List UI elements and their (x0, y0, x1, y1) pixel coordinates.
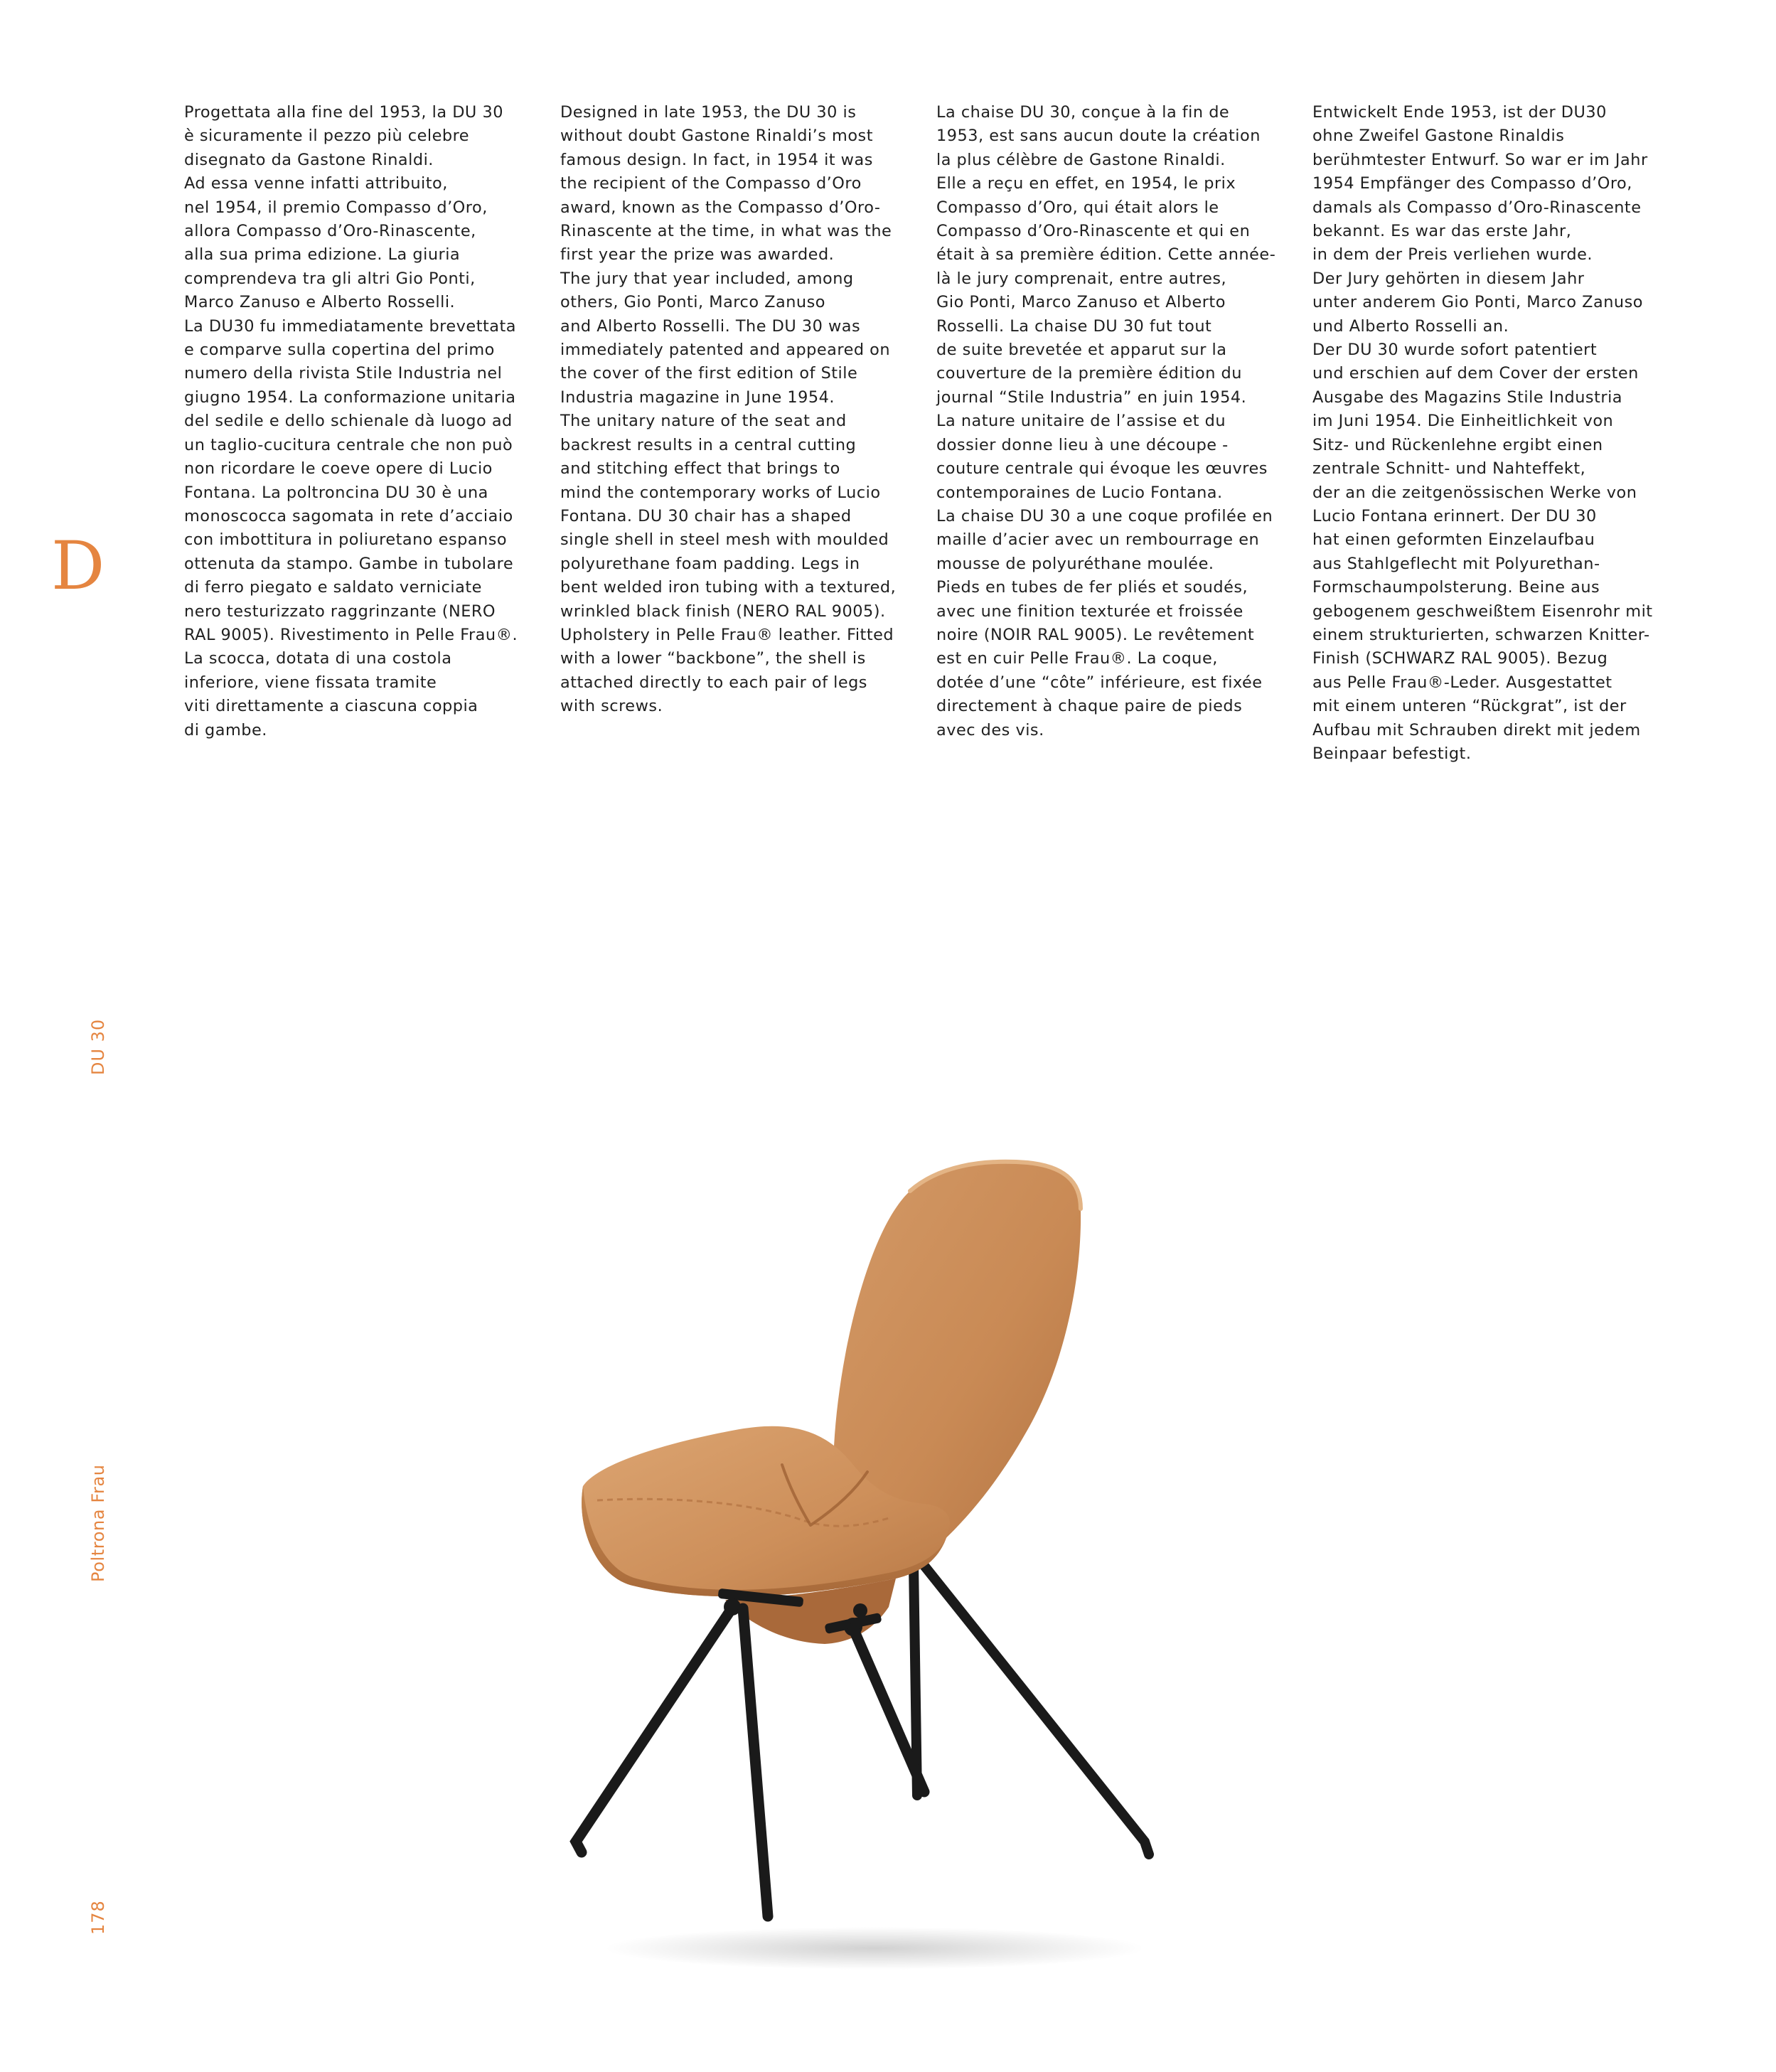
text-line: Upholstery in Pelle Frau® leather. Fitted (560, 625, 894, 644)
text-line: La chaise DU 30, conçue à la fin de (936, 103, 1230, 122)
text-line: famous design. In fact, in 1954 it was (560, 150, 873, 169)
text-line: single shell in steel mesh with moulded (560, 530, 889, 550)
text-line: Compasso d’Oro-Rinascente et qui en (936, 222, 1251, 241)
text-line: Ausgabe des Magazins Stile Industria (1312, 388, 1623, 407)
text-line: and stitching effect that brings to (560, 459, 840, 479)
text-line: là le jury comprenait, entre autres, (936, 269, 1227, 288)
text-line: Marco Zanuso e Alberto Rosselli. (184, 293, 456, 312)
brand-label: Poltrona Frau (88, 1464, 108, 1582)
text-line: bekannt. Es war das erste Jahr, (1312, 222, 1572, 241)
text-line: gebogenem geschweißtem Eisenrohr mit (1312, 602, 1653, 621)
text-line: zentrale Schnitt- und Nahteffekt, (1312, 459, 1586, 479)
text-line: and Alberto Rosselli. The DU 30 was (560, 316, 861, 336)
text-line: dotée d’une “côte” inférieure, est fixée (936, 673, 1263, 692)
text-line: directement à chaque paire de pieds (936, 697, 1243, 716)
chair-legs-front (576, 1606, 924, 1916)
text-line: Finish (SCHWARZ RAL 9005). Bezug (1312, 649, 1608, 668)
text-line: immediately patented and appeared on (560, 341, 891, 360)
text-line: im Juni 1954. Die Einheitlichkeit von (1312, 412, 1614, 431)
text-line: viti direttamente a ciascuna coppia (184, 697, 478, 716)
text-line: Formschaumpolsterung. Beine aus (1312, 578, 1600, 597)
text-line: wrinkled black finish (NERO RAL 9005). (560, 602, 886, 621)
text-line: giugno 1954. La conformazione unitaria (184, 388, 516, 407)
text-line: Compasso d’Oro, qui était alors le (936, 198, 1219, 217)
text-line: inferiore, viene fissata tramite (184, 673, 437, 692)
text-line: noire (NOIR RAL 9005). Le revêtement (936, 625, 1255, 644)
text-line: Sitz- und Rückenlehne ergibt einen (1312, 435, 1603, 454)
text-line: the recipient of the Compasso d’Oro (560, 174, 862, 193)
text-line: Aufbau mit Schrauben direkt mit jedem (1312, 720, 1641, 739)
text-line: un taglio-cucitura centrale che non può (184, 435, 513, 454)
text-line: Entwickelt Ende 1953, ist der DU30 (1312, 103, 1607, 122)
section-label: DU 30 (88, 1018, 108, 1075)
text-line: mind the contemporary works of Lucio (560, 483, 881, 502)
text-line: Beinpaar befestigt. (1312, 744, 1472, 763)
text-line: La DU30 fu immediatamente brevettata (184, 316, 516, 336)
text-line: Progettata alla fine del 1953, la DU 30 (184, 103, 503, 122)
text-line: ohne Zweifel Gastone Rinaldis (1312, 127, 1565, 146)
text-line: in dem der Preis verliehen wurde. (1312, 245, 1593, 265)
text-line: Rosselli. La chaise DU 30 fut tout (936, 316, 1212, 336)
text-line: allora Compasso d’Oro-Rinascente, (184, 222, 476, 241)
column-italian (184, 101, 543, 742)
text-line: berühmtester Entwurf. So war er im Jahr (1312, 150, 1648, 169)
text-line: del sedile e dello schienale dà luogo ad (184, 412, 513, 431)
chair-photo (555, 1131, 1194, 1984)
text-line: Ad essa venne infatti attribuito, (184, 174, 448, 193)
text-line: La scocca, dotata di una costola (184, 649, 452, 668)
text-line: est en cuir Pelle Frau®. La coque, (936, 649, 1218, 668)
text-line: backrest results in a central cutting (560, 435, 857, 454)
text-line: und erschien auf dem Cover der ersten (1312, 364, 1639, 383)
text-line: Der DU 30 wurde sofort patentiert (1312, 341, 1598, 360)
text-line: The unitary nature of the seat and (560, 412, 847, 431)
text-line: couture centrale qui évoque les œuvres (936, 459, 1268, 479)
text-line: others, Gio Ponti, Marco Zanuso (560, 293, 825, 312)
text-line: Elle a reçu en effet, en 1954, le prix (936, 174, 1236, 193)
text-line: è sicuramente il pezzo più celebre (184, 127, 470, 146)
text-line: Der Jury gehörten in diesem Jahr (1312, 269, 1585, 288)
text-line: nero testurizzato raggrinzante (NERO (184, 602, 496, 621)
text-line: numero della rivista Stile Industria nel (184, 364, 503, 383)
page-number: 178 (88, 1900, 108, 1935)
text-line: without doubt Gastone Rinaldi’s most (560, 127, 874, 146)
text-line: und Alberto Rosselli an. (1312, 316, 1509, 336)
text-line: couverture de la première édition du (936, 364, 1242, 383)
text-line: aus Pelle Frau®-Leder. Ausgestattet (1312, 673, 1612, 692)
text-line: bent welded iron tubing with a textured, (560, 578, 897, 597)
text-line: Fontana. La poltroncina DU 30 è una (184, 483, 488, 502)
text-line: Pieds en tubes de fer pliés et soudés, (936, 578, 1248, 597)
text-line: 1954 Empfänger des Compasso d’Oro, (1312, 174, 1632, 193)
text-line: maille d’acier avec un rembourrage en (936, 530, 1260, 550)
drop-initial: D (51, 528, 105, 605)
text-line: dossier donne lieu à une découpe - (936, 435, 1229, 454)
text-line: 1953, est sans aucun doute la création (936, 127, 1261, 146)
text-line: with screws. (560, 697, 663, 716)
text-line: Fontana. DU 30 chair has a shaped (560, 506, 852, 525)
text-line: nel 1954, il premio Compasso d’Oro, (184, 198, 488, 217)
text-line: with a lower “backbone”, the shell is (560, 649, 866, 668)
text-line: était à sa première édition. Cette année- (936, 245, 1276, 265)
text-line: the cover of the first edition of Stile (560, 364, 858, 383)
text-line: The jury that year included, among (560, 269, 854, 288)
text-line: Rinascente at the time, in what was the (560, 222, 892, 241)
text-line: einem strukturierten, schwarzen Knitter- (1312, 625, 1650, 644)
text-line: aus Stahlgeflecht mit Polyurethan- (1312, 554, 1600, 573)
text-line: monoscocca sagomata in rete d’acciaio (184, 506, 513, 525)
text-line: avec une finition texturée et froissée (936, 602, 1243, 621)
text-line: mit einem unteren “Rückgrat”, ist der (1312, 697, 1627, 716)
text-line: Designed in late 1953, the DU 30 is (560, 103, 857, 122)
text-line: mousse de polyuréthane moulée. (936, 554, 1214, 573)
text-line: avec des vis. (936, 720, 1044, 739)
text-line: unter anderem Gio Ponti, Marco Zanuso (1312, 293, 1643, 312)
text-line: di gambe. (184, 720, 267, 739)
text-line: La chaise DU 30 a une coque profilée en (936, 506, 1273, 525)
text-line: La nature unitaire de l’assise et du (936, 412, 1226, 431)
text-line: damals als Compasso d’Oro-Rinascente (1312, 198, 1642, 217)
text-line: ottenuta da stampo. Gambe in tubolare (184, 554, 514, 573)
text-line: non ricordare le coeve opere di Lucio (184, 459, 493, 479)
text-line: de suite brevetée et apparut sur la (936, 341, 1227, 360)
text-line: e comparve sulla copertina del primo (184, 341, 495, 360)
column-english (560, 101, 919, 719)
text-line: la plus célèbre de Gastone Rinaldi. (936, 150, 1226, 169)
text-line: con imbottitura in poliuretano espanso (184, 530, 508, 550)
text-line: Lucio Fontana erinnert. Der DU 30 (1312, 506, 1597, 525)
text-line: first year the prize was awarded. (560, 245, 835, 265)
text-line: hat einen geformten Einzelaufbau (1312, 530, 1595, 550)
text-line: Industria magazine in June 1954. (560, 388, 835, 407)
floor-shadow (604, 1927, 1145, 1970)
text-line: disegnato da Gastone Rinaldi. (184, 150, 434, 169)
text-line: polyurethane foam padding. Legs in (560, 554, 860, 573)
text-line: journal “Stile Industria” en juin 1954. (936, 388, 1247, 407)
chair-legs-back (914, 1564, 1149, 1854)
text-line: award, known as the Compasso d’Oro- (560, 198, 881, 217)
text-line: Gio Ponti, Marco Zanuso et Alberto (936, 293, 1226, 312)
column-french (936, 101, 1295, 742)
text-line: attached directly to each pair of legs (560, 673, 867, 692)
text-line: der an die zeitgenössischen Werke von (1312, 483, 1637, 502)
text-line: RAL 9005). Rivestimento in Pelle Frau®. (184, 625, 518, 644)
text-line: contemporaines de Lucio Fontana. (936, 483, 1223, 502)
column-german (1312, 101, 1671, 766)
text-line: comprendeva tra gli altri Gio Ponti, (184, 269, 476, 288)
text-line: di ferro piegato e saldato verniciate (184, 578, 482, 597)
chair-illustration (555, 1131, 1194, 1984)
text-line: alla sua prima edizione. La giuria (184, 245, 461, 265)
